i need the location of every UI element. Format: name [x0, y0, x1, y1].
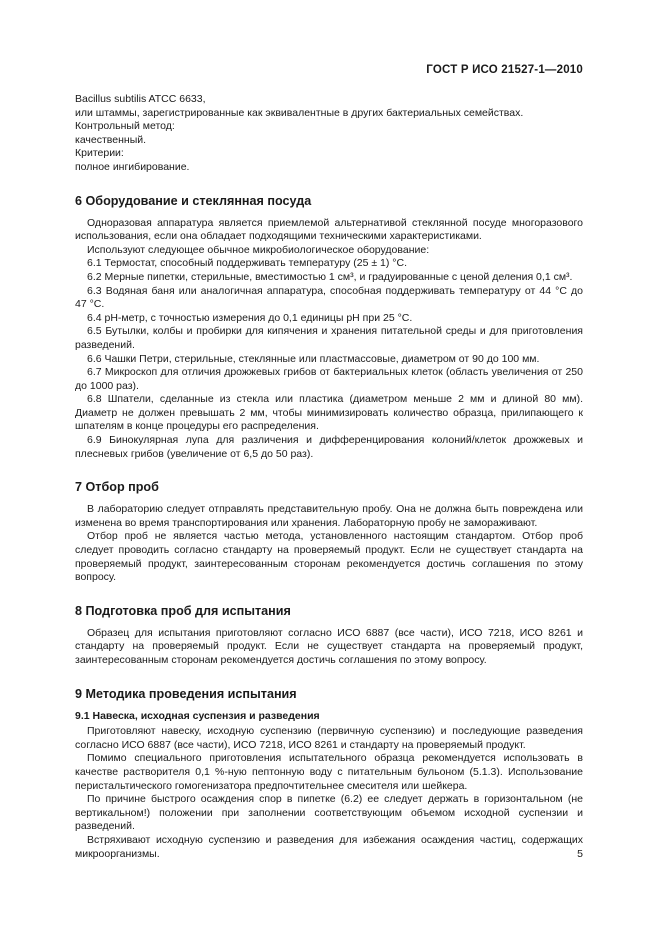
section-6-paragraph: Одноразовая аппаратура является приемлемой альтернативой стеклянной посуде многоразового использования, если она обладает подходящими техническими характеристиками. — [75, 216, 583, 243]
intro-line: качественный. — [75, 133, 147, 146]
intro-line: Критерии: — [75, 147, 124, 160]
equipment-item-6-1: 6.1 Термостат, способный поддерживать температуру (25 ± 1) °С. — [87, 257, 408, 270]
equipment-item-6-6: 6.6 Чашки Петри, стерильные, стеклянные или пластмассовые, диаметром от 90 до 100 мм. — [87, 352, 540, 365]
section-9-paragraph: Встряхивают исходную суспензию и разведения для избежания осаждения частиц, содержащих микроорганизмы. — [75, 833, 583, 860]
section-8-paragraph: Образец для испытания приготовляют согласно ИСО 6887 (все части), ИСО 7218, ИСО 8261 и стандарту на проверяемый продукт. Если не существует стандарта на проверяемый продукт, заинтересованным сторонам рекомендуется достичь соглашения по этому вопросу. — [75, 626, 583, 666]
section-8-heading: 8 Подготовка проб для испытания — [75, 603, 291, 618]
intro-line: Bacillus subtilis ATCC 6633, — [75, 93, 206, 105]
equipment-item-6-2: 6.2 Мерные пипетки, стерильные, вместимостью 1 см³, и градуированные с ценой деления 0,1 см³. — [87, 270, 573, 283]
section-6-paragraph: Используют следующее обычное микробиологическое оборудование: — [87, 243, 430, 256]
equipment-item-6-7: 6.7 Микроскоп для отличия дрожжевых грибов от бактериальных клеток (область увеличения от 250 до 1000 раз). — [75, 366, 583, 392]
section-9-paragraph: По причине быстрого осаждения спор в пипетке (6.2) ее следует держать в горизонтальном (не вертикальном!) положении при заполнении соответствующим объемом исходной суспензии и разведений. — [75, 793, 583, 833]
document-code-header: ГОСТ Р ИСО 21527-1—2010 — [426, 64, 583, 76]
section-9-heading: 9 Методика проведения испытания — [75, 686, 297, 701]
section-7-paragraph: Отбор проб не является частью метода, установленного настоящим стандартом. Отбор проб следует проводить согласно стандарту на проверяемый продукт. Если не существует стандарта на проверяемый продукт, заинтересованным сторонам рекомендуется достичь соглашения по этому вопросу. — [75, 530, 583, 584]
section-6-heading: 6 Оборудование и стеклянная посуда — [75, 193, 312, 208]
intro-line: или штаммы, зарегистрированные как эквивалентные в других бактериальных семействах. — [75, 106, 524, 119]
section-9-paragraph: Приготовляют навеску, исходную суспензию (первичную суспензию) и последующие разведения согласно ИСО 6887 (все части), ИСО 7218, ИСО 8261 и стандарту на проверяемый продукт. — [75, 725, 583, 751]
intro-line: Контрольный метод: — [75, 120, 175, 133]
equipment-item-6-4: 6.4 pH-метр, с точностью измерения до 0,1 единицы pH при 25 °С. — [87, 311, 413, 324]
section-7-heading: 7 Отбор проб — [75, 480, 159, 495]
page-content — [75, 93, 583, 861]
section-9-paragraph: Помимо специального приготовления испытательного образца рекомендуется использовать в качестве растворителя 0,1 %-ную пептонную воду с питательным бульоном (5.1.3). Использование перистальтического гомогенизатора предпочтительнее смесителя или шейкера. — [75, 752, 583, 792]
section-7-paragraph: В лабораторию следует отправлять представительную пробу. Она не должна быть повреждена или изменена во время транспортирования или хранения. Лабораторную пробу не замораживают. — [75, 503, 583, 529]
subsection-9-1-heading: 9.1 Навеска, исходная суспензия и разведения — [75, 709, 320, 722]
intro-block — [75, 93, 583, 175]
page-number: 5 — [577, 848, 583, 860]
equipment-item-6-3: 6.3 Водяная баня или аналогичная аппаратура, способная поддерживать температуру от 44 °С до 47 °С. — [75, 284, 583, 311]
equipment-item-6-9: 6.9 Бинокулярная лупа для различения и дифференцирования колоний/клеток дрожжевых и плесневых грибов (увеличение от 6,5 до 50 раз). — [75, 434, 583, 460]
intro-line: полное ингибирование. — [75, 160, 190, 173]
equipment-item-6-5: 6.5 Бутылки, колбы и пробирки для кипячения и хранения питательной среды и для приготовления разведений. — [75, 325, 583, 351]
equipment-item-6-8: 6.8 Шпатели, сделанные из стекла или пластика (диаметром меньше 2 мм и длиной 80 мм). Диаметр не должен превышать 2 мм, чтобы минимизировать количество образца, прилипающего к шпателям в конце процедуры его распределения. — [75, 393, 583, 433]
